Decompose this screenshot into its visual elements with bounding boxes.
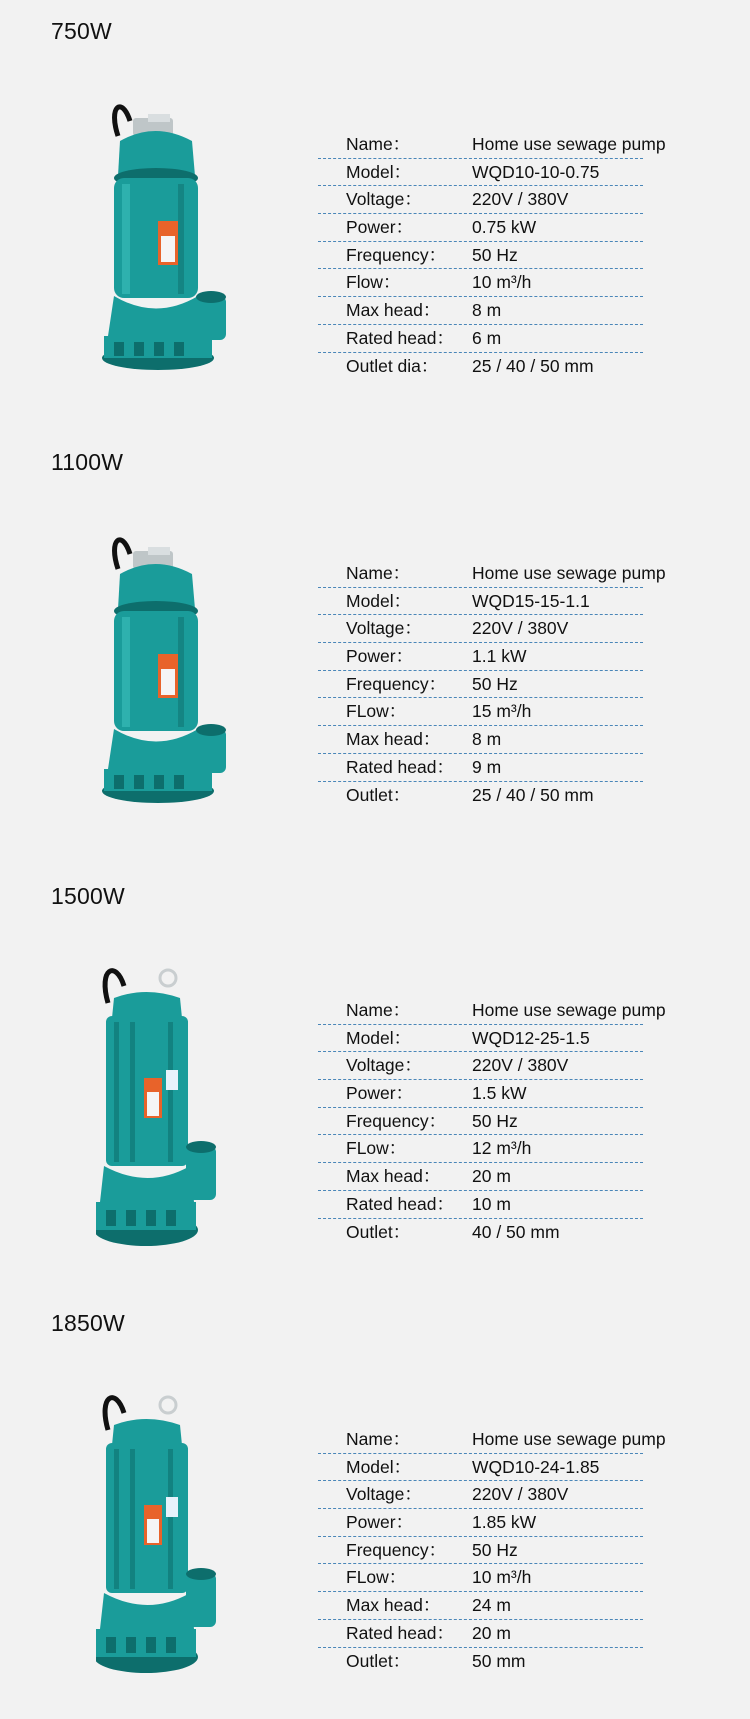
spec-label: Outlet：	[346, 1650, 411, 1671]
spec-label: Model：	[346, 161, 412, 182]
spec-row	[318, 297, 643, 325]
spec-value: 8 m	[472, 729, 502, 750]
spec-label: Outlet：	[346, 784, 411, 805]
spec-label: Frequency：	[346, 673, 447, 694]
spec-row	[318, 1454, 643, 1482]
spec-label: Voltage：	[346, 1055, 422, 1076]
spec-value: 1.5 kW	[472, 1083, 527, 1104]
spec-table	[318, 997, 666, 1245]
spec-value: Home use sewage pump	[472, 1429, 666, 1449]
spec-row	[318, 1620, 643, 1648]
spec-label: Voltage：	[346, 1484, 422, 1505]
spec-label: Max head：	[346, 1166, 441, 1187]
spec-value: 1.85 kW	[472, 1512, 537, 1533]
spec-label: Outlet：	[346, 1221, 411, 1242]
spec-row	[318, 588, 643, 616]
spec-label: Max head：	[346, 1595, 441, 1616]
spec-label: Voltage：	[346, 618, 422, 639]
spec-table	[318, 1426, 666, 1674]
spec-row	[318, 643, 643, 671]
spec-row	[318, 186, 643, 214]
spec-value: 220V / 380V	[472, 1484, 569, 1505]
pump-image	[96, 1385, 266, 1705]
spec-value: 10 m³/h	[472, 272, 532, 293]
spec-row	[318, 1481, 643, 1509]
spec-label: Power：	[346, 646, 414, 667]
spec-row	[318, 353, 643, 380]
spec-value: 12 m³/h	[472, 1138, 532, 1159]
spec-label: Frequency：	[346, 1110, 447, 1131]
spec-value: 220V / 380V	[472, 618, 569, 639]
spec-table	[318, 560, 666, 808]
spec-label: Rated head：	[346, 756, 454, 777]
spec-value: 0.75 kW	[472, 217, 537, 238]
spec-label: Rated head：	[346, 1622, 454, 1643]
section-title: 1850W	[51, 1310, 125, 1336]
spec-label: Power：	[346, 217, 414, 238]
spec-row	[318, 1648, 643, 1675]
spec-label: Outlet dia：	[346, 355, 439, 376]
spec-value: 10 m³/h	[472, 1567, 532, 1588]
spec-row	[318, 782, 643, 809]
spec-label: Max head：	[346, 729, 441, 750]
spec-row	[318, 242, 643, 270]
spec-value: WQD15-15-1.1	[472, 590, 590, 611]
section-title: 1500W	[51, 883, 125, 909]
spec-value: 20 m	[472, 1166, 511, 1187]
spec-value: 50 Hz	[472, 673, 518, 694]
spec-row	[318, 560, 666, 588]
spec-row	[318, 754, 643, 782]
spec-label: FLow：	[346, 701, 407, 722]
spec-value: 50 Hz	[472, 1539, 518, 1560]
spec-label: Model：	[346, 1027, 412, 1048]
spec-value: 50 Hz	[472, 1110, 518, 1131]
spec-row	[318, 269, 643, 297]
spec-label: Model：	[346, 1456, 412, 1477]
spec-row	[318, 1163, 643, 1191]
spec-row	[318, 1108, 643, 1136]
spec-value: 1.1 kW	[472, 646, 527, 667]
spec-row	[318, 325, 643, 353]
spec-label: Name：	[346, 563, 411, 583]
spec-row	[318, 671, 643, 699]
spec-row	[318, 1592, 643, 1620]
spec-row	[318, 1219, 643, 1246]
spec-label: Rated head：	[346, 327, 454, 348]
spec-value: 8 m	[472, 300, 502, 321]
section-title: 750W	[51, 18, 112, 44]
spec-row	[318, 1080, 643, 1108]
spec-value: WQD10-24-1.85	[472, 1456, 600, 1477]
pump-image	[96, 958, 266, 1278]
spec-value: 220V / 380V	[472, 1055, 569, 1076]
spec-label: Name：	[346, 1000, 411, 1020]
spec-row	[318, 214, 643, 242]
spec-value: 50 mm	[472, 1650, 526, 1671]
spec-label: Rated head：	[346, 1193, 454, 1214]
pump-image	[100, 96, 270, 416]
spec-value: 50 Hz	[472, 244, 518, 265]
spec-value: 24 m	[472, 1595, 511, 1616]
spec-value: 6 m	[472, 327, 502, 348]
spec-row	[318, 615, 643, 643]
spec-value: 220V / 380V	[472, 189, 569, 210]
spec-row	[318, 698, 643, 726]
spec-row	[318, 1509, 643, 1537]
spec-row	[318, 159, 643, 187]
pump-image	[100, 529, 270, 849]
spec-label: FLow：	[346, 1138, 407, 1159]
spec-value: 25 / 40 / 50 mm	[472, 355, 594, 376]
spec-table	[318, 131, 666, 379]
spec-label: Name：	[346, 1429, 411, 1449]
spec-value: WQD12-25-1.5	[472, 1027, 590, 1048]
spec-row	[318, 1191, 643, 1219]
spec-label: Frequency：	[346, 1539, 447, 1560]
spec-value: 9 m	[472, 756, 502, 777]
spec-value: Home use sewage pump	[472, 134, 666, 154]
spec-label: Model：	[346, 590, 412, 611]
spec-value: 40 / 50 mm	[472, 1221, 560, 1242]
spec-label: Power：	[346, 1512, 414, 1533]
spec-label: Frequency：	[346, 244, 447, 265]
spec-label: Name：	[346, 134, 411, 154]
spec-row	[318, 1135, 643, 1163]
spec-row	[318, 726, 643, 754]
spec-row	[318, 1052, 643, 1080]
spec-value: 10 m	[472, 1193, 511, 1214]
spec-row	[318, 1564, 643, 1592]
spec-row	[318, 997, 666, 1025]
spec-value: 15 m³/h	[472, 701, 532, 722]
spec-value: Home use sewage pump	[472, 563, 666, 583]
spec-label: Voltage：	[346, 189, 422, 210]
spec-value: Home use sewage pump	[472, 1000, 666, 1020]
section-title: 1100W	[51, 449, 124, 475]
spec-row	[318, 131, 666, 159]
spec-label: Max head：	[346, 300, 441, 321]
spec-label: Power：	[346, 1083, 414, 1104]
spec-label: FLow：	[346, 1567, 407, 1588]
spec-row	[318, 1537, 643, 1565]
spec-value: 25 / 40 / 50 mm	[472, 784, 594, 805]
spec-row	[318, 1025, 643, 1053]
spec-label: Flow：	[346, 272, 401, 293]
spec-row	[318, 1426, 666, 1454]
spec-value: WQD10-10-0.75	[472, 161, 600, 182]
spec-value: 20 m	[472, 1622, 511, 1643]
